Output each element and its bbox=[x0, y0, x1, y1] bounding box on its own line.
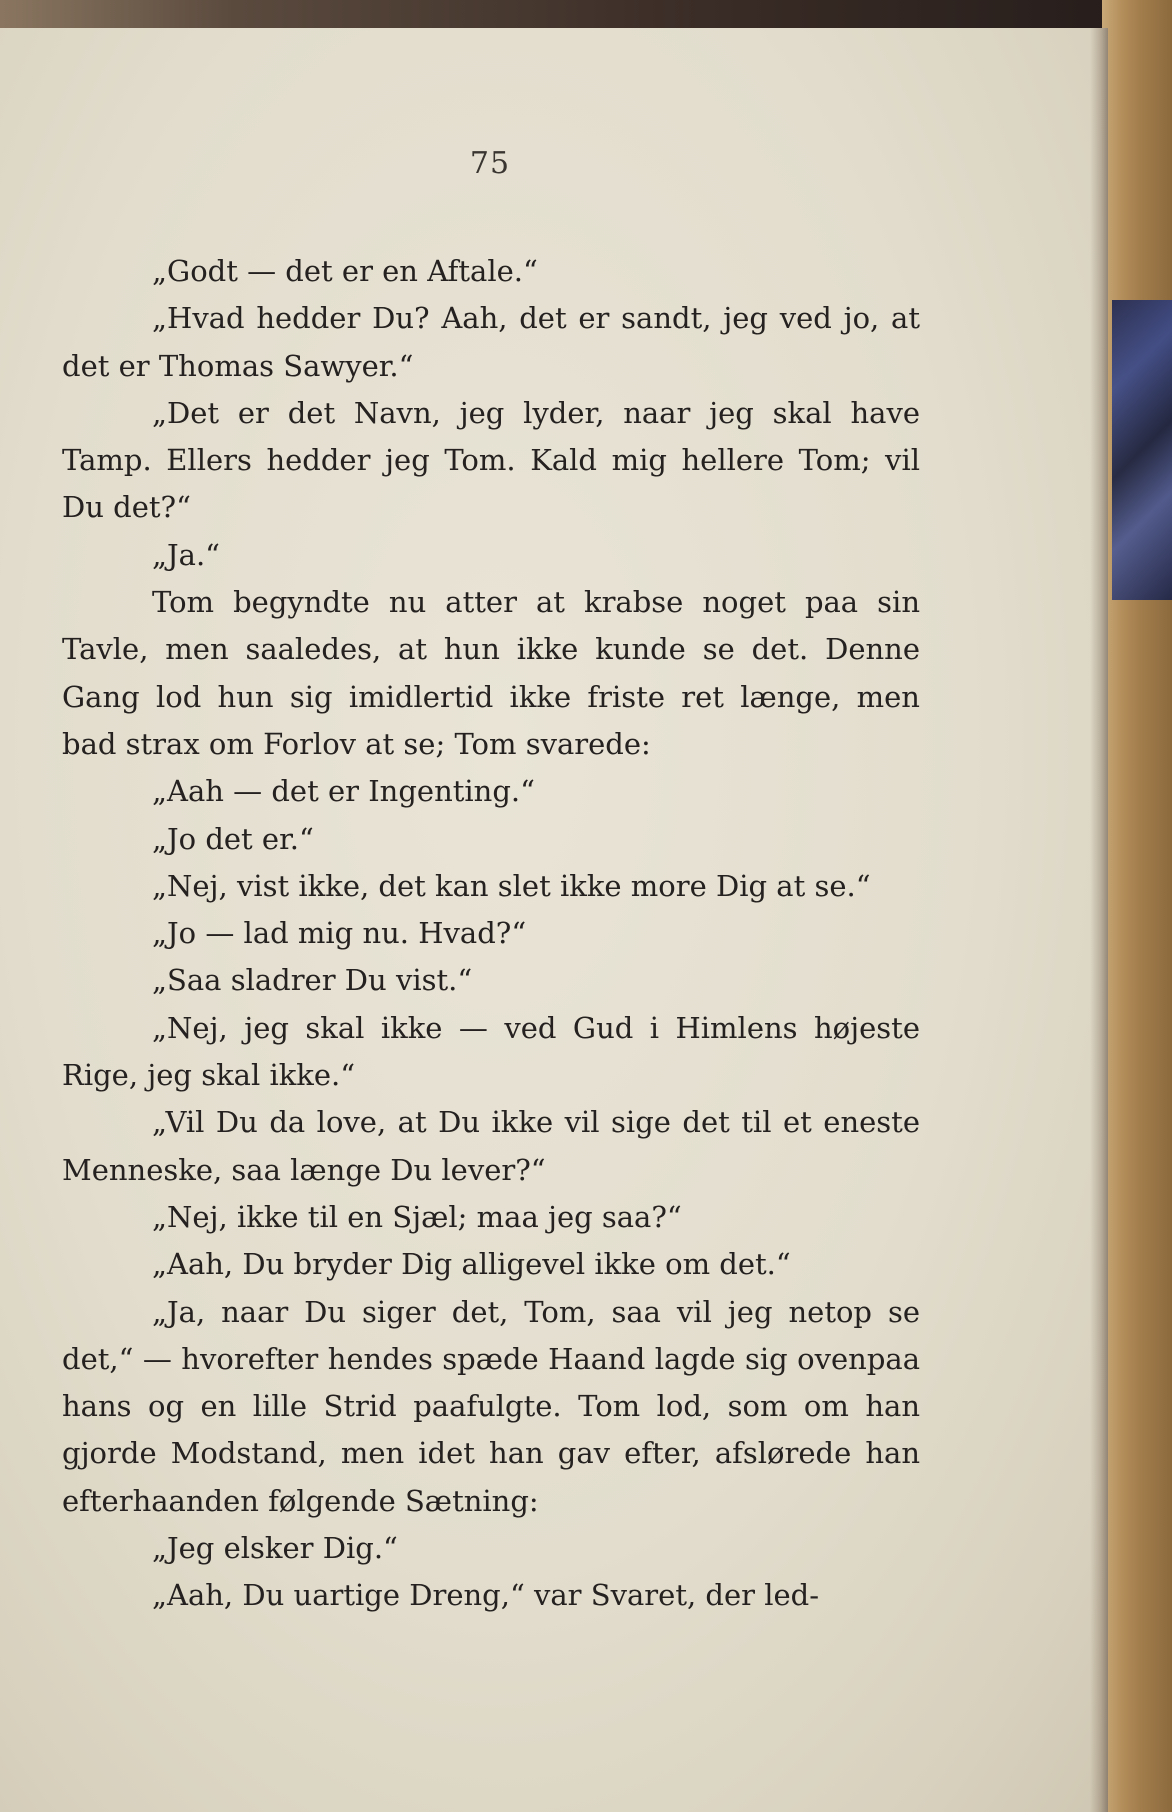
paragraph: „Jo det er.“ bbox=[152, 821, 314, 856]
paragraph: „Aah, Du uartige Dreng,“ var Svaret, der led- bbox=[152, 1578, 820, 1613]
page-gutter-shadow bbox=[1090, 28, 1108, 1812]
page-number: 75 bbox=[469, 146, 511, 181]
paragraph: „Hvad hedder Du? Aah, det er sandt, jeg ved jo, at det er Thomas Sawyer.“ bbox=[62, 301, 920, 383]
paragraph: „Nej, ikke til en Sjæl; maa jeg saa?“ bbox=[152, 1199, 682, 1234]
marbled-endpaper bbox=[1112, 300, 1172, 600]
paragraph: „Saa sladrer Du vist.“ bbox=[152, 963, 473, 998]
paragraph: „Godt — det er en Aftale.“ bbox=[152, 254, 538, 288]
paragraph: „Vil Du da love, at Du ikke vil sige det til et eneste Menneske, saa længe Du lever?“ bbox=[62, 1105, 920, 1187]
paragraph: „Jeg elsker Dig.“ bbox=[152, 1531, 398, 1566]
paragraph: „Nej, jeg skal ikke — ved Gud i Himlens højeste Rige, jeg skal ikke.“ bbox=[62, 1010, 920, 1093]
paragraph: „Aah, Du bryder Dig alligevel ikke om det.“ bbox=[152, 1247, 791, 1282]
page-paper bbox=[0, 28, 1108, 1812]
paragraph: Tom begyndte nu atter at krabse noget paa sin Tavle, men saaledes, at hun ikke kunde se det. Denne Gang lod hun sig imidlertid ikke friste ret længe, men bad strax om Forlov at se; Tom svarede: bbox=[62, 585, 920, 761]
paragraph: „Ja.“ bbox=[152, 537, 220, 572]
paragraph: „Det er det Navn, jeg lyder, naar jeg skal have Tamp. Ellers hedder jeg Tom. Kald mig hellere Tom; vil Du det?“ bbox=[62, 395, 920, 525]
paragraph: „Nej, vist ikke, det kan slet ikke more Dig at se.“ bbox=[152, 868, 871, 903]
paragraph: „Jo — lad mig nu. Hvad?“ bbox=[152, 916, 527, 951]
paragraph: „Ja, naar Du siger det, Tom, saa vil jeg netop se det,“ — hvorefter hendes spæde Haand lagde sig ovenpaa hans og en lille Strid paafulgte. Tom lod, som om han gjorde Modstand, men idet han gav efter, afslørede han efterhaanden følgende Sætning: bbox=[62, 1294, 920, 1518]
body-text bbox=[62, 248, 920, 1620]
paragraph: „Aah — det er Ingenting.“ bbox=[152, 774, 535, 809]
book-top-edge bbox=[0, 0, 1172, 30]
book-cover-edge bbox=[1102, 0, 1172, 1812]
